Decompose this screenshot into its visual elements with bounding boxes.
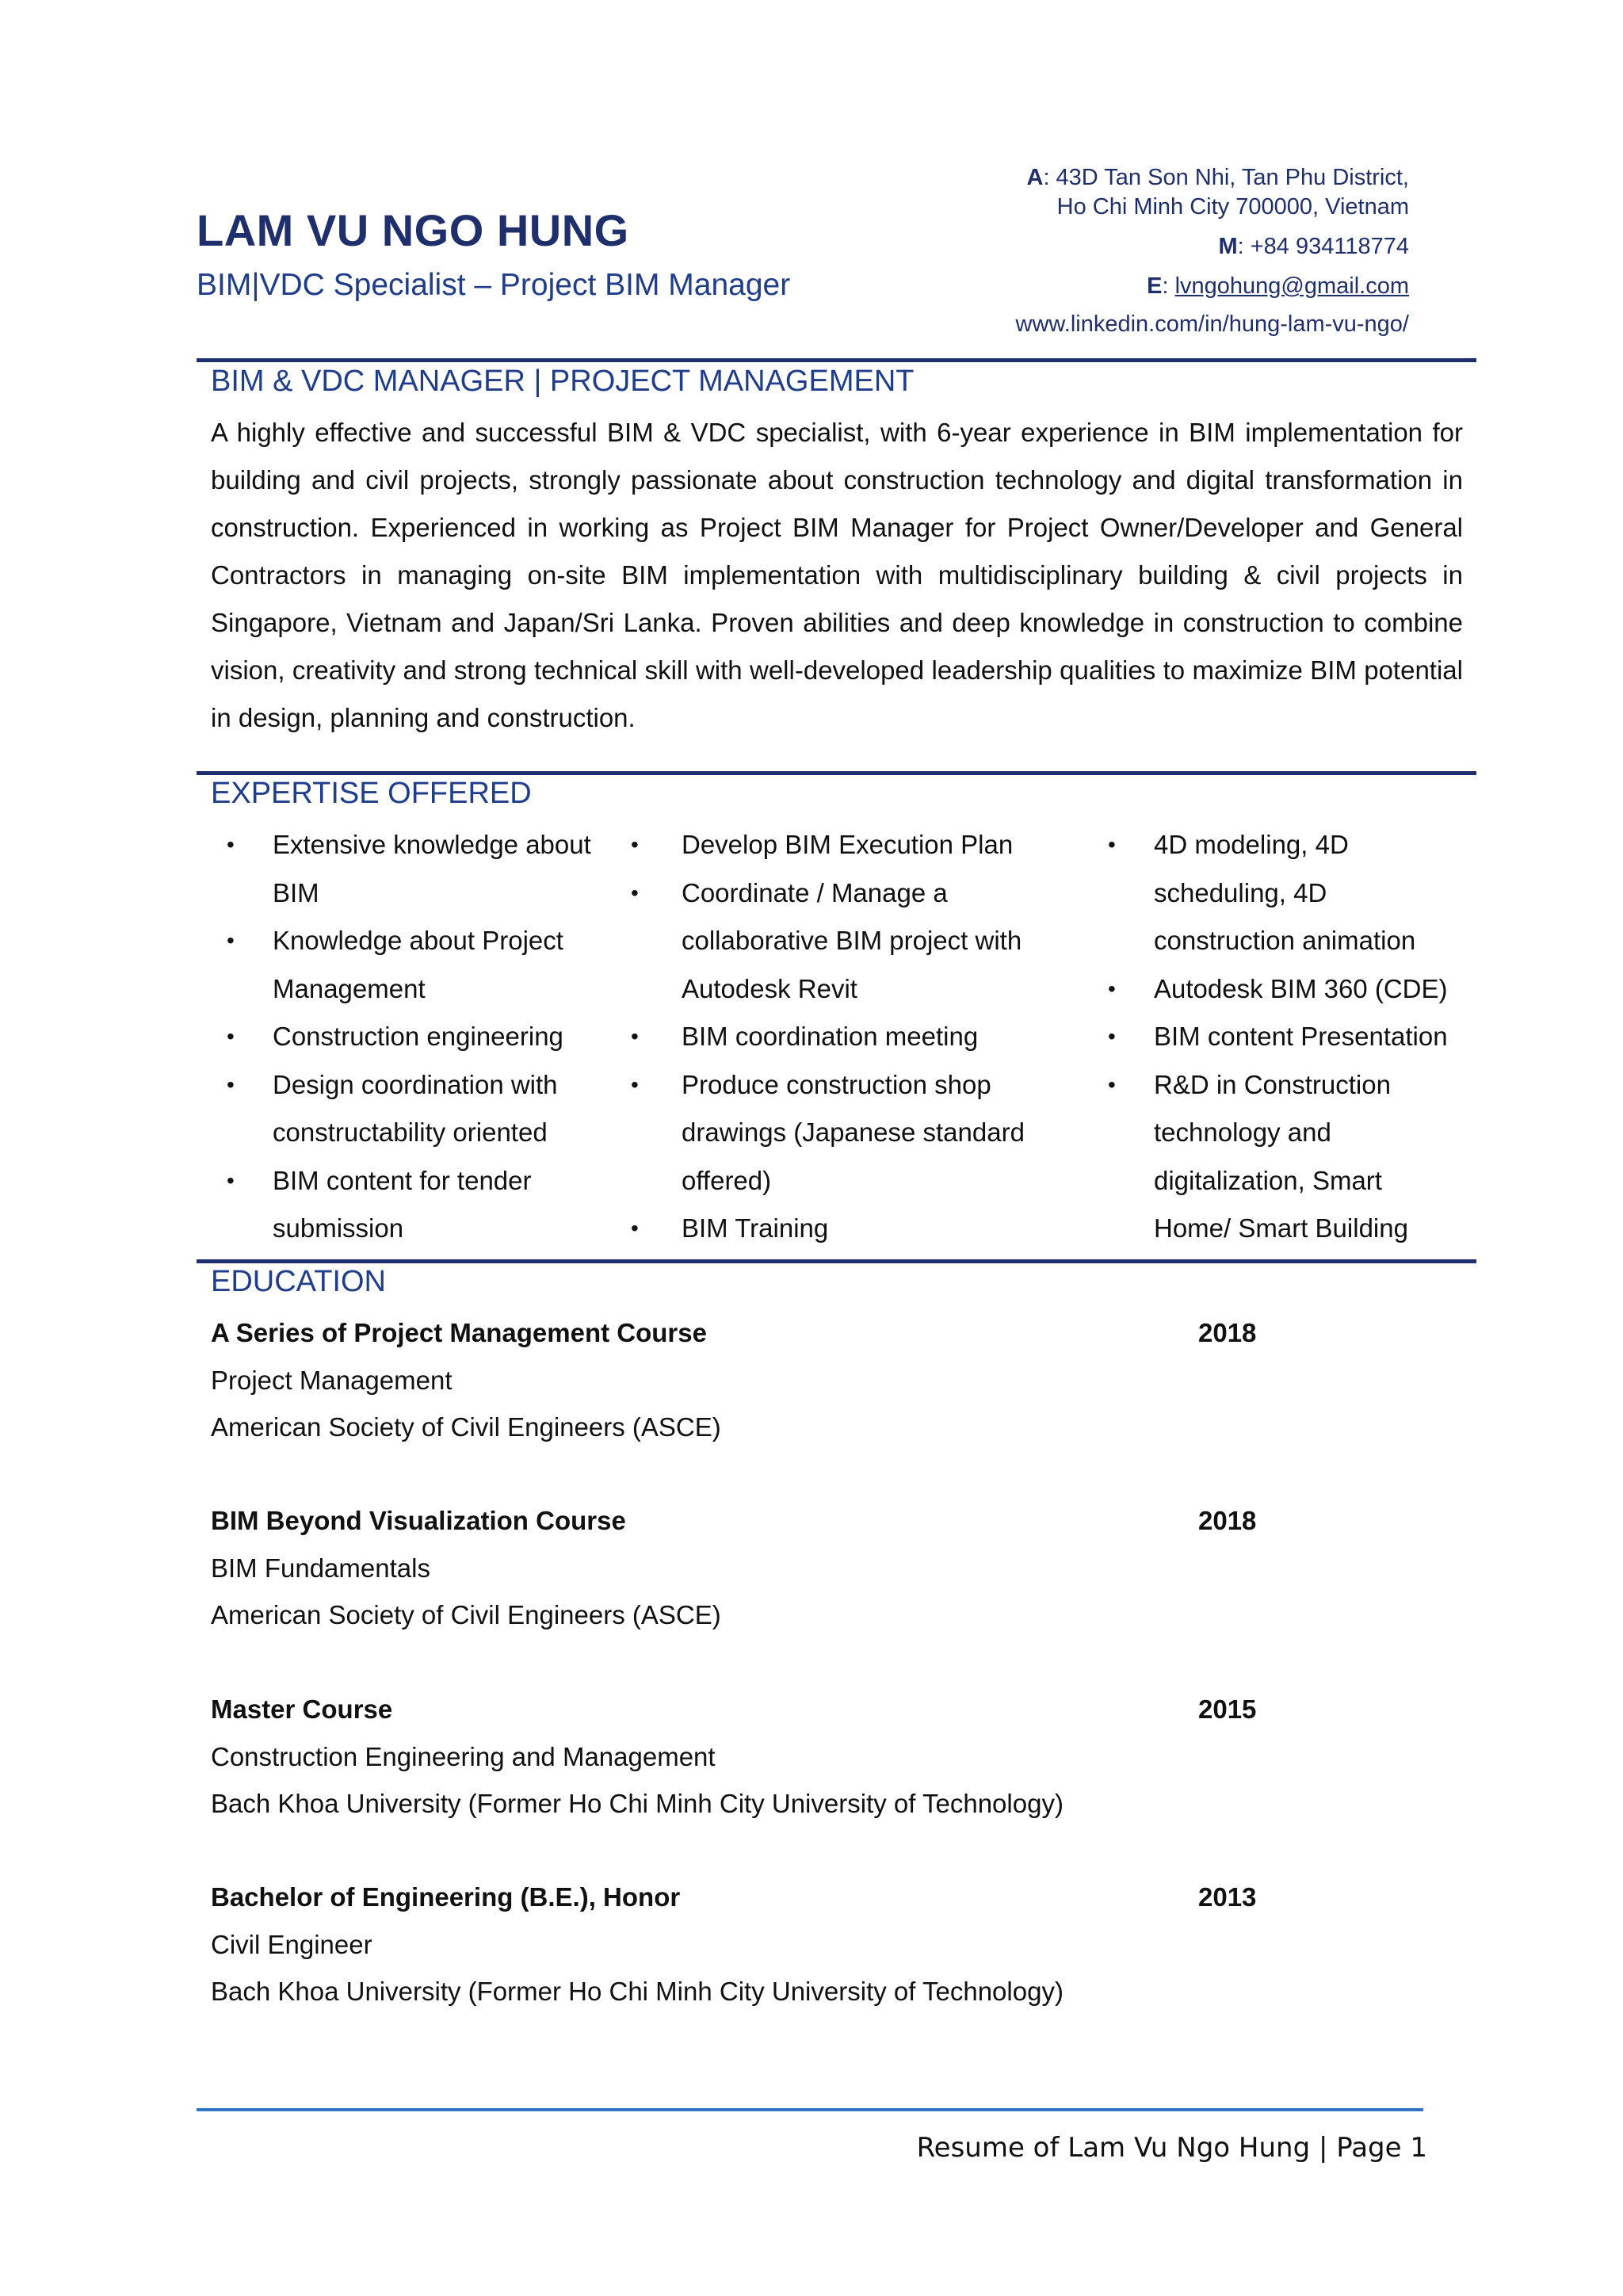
degree-title: Bachelor of Engineering (B.E.), Honor xyxy=(211,1882,681,1912)
expertise-item xyxy=(227,1013,621,1061)
degree-field: BIM Fundamentals xyxy=(211,1553,430,1583)
degree-school: American Society of Civil Engineers (ASCE) xyxy=(211,1600,721,1629)
bullet-icon: • xyxy=(1108,976,1116,1001)
expertise-item xyxy=(631,869,1062,1014)
degree-field: Project Management xyxy=(211,1365,453,1395)
bullet-icon: • xyxy=(227,832,235,857)
expertise-item xyxy=(1108,821,1487,965)
expertise-item-line: R&D in Construction xyxy=(1154,1069,1391,1099)
email-link[interactable]: lvngohung@gmail.com xyxy=(1174,273,1409,299)
expertise-item-line: Extensive knowledge about xyxy=(273,830,591,859)
expertise-item-line: BIM coordination meeting xyxy=(682,1022,979,1051)
bullet-icon: • xyxy=(227,1072,235,1097)
degree-title: BIM Beyond Visualization Course xyxy=(211,1506,626,1535)
linkedin-link[interactable]: www.linkedin.com/in/hung-lam-vu-ngo/ xyxy=(1015,311,1409,337)
expertise-item-line: 4D modeling, 4D xyxy=(1154,830,1349,859)
expertise-item-line: collaborative BIM project with xyxy=(682,926,1022,955)
bullet-icon: • xyxy=(631,1216,639,1240)
expertise-item xyxy=(227,821,621,917)
footer-separator: | xyxy=(1318,2132,1328,2164)
section-divider xyxy=(197,1259,1476,1263)
degree-title: Master Course xyxy=(211,1694,393,1724)
footer-text: Resume of Lam Vu Ngo Hung xyxy=(916,2132,1311,2164)
expertise-item xyxy=(1108,1013,1487,1061)
page-footer xyxy=(917,2132,1427,2164)
degree-school: Bach Khoa University (Former Ho Chi Minh City University of Technology) xyxy=(211,1789,1064,1818)
expertise-item xyxy=(1108,965,1487,1014)
expertise-item-line: Construction engineering xyxy=(273,1022,563,1051)
expertise-item-line: constructability oriented xyxy=(273,1117,548,1147)
education-heading: EDUCATION xyxy=(211,1265,386,1298)
mobile-label: M xyxy=(1218,234,1238,259)
bullet-icon: • xyxy=(631,1024,639,1049)
degree-field: Civil Engineer xyxy=(211,1929,372,1959)
email-line xyxy=(1147,273,1409,300)
expertise-column-2 xyxy=(631,821,1062,1253)
expertise-column-1 xyxy=(227,821,621,1253)
expertise-item-line: construction animation xyxy=(1154,926,1416,955)
section-divider xyxy=(197,771,1476,775)
address-line-1 xyxy=(1026,165,1409,191)
address-line-2: Ho Chi Minh City 700000, Vietnam xyxy=(1056,194,1409,220)
bullet-icon: • xyxy=(1108,1072,1116,1097)
expertise-item-line: Coordinate / Manage a xyxy=(682,877,948,907)
expertise-item-line: submission xyxy=(273,1213,404,1243)
expertise-item xyxy=(227,1061,621,1157)
expertise-heading: EXPERTISE OFFERED xyxy=(211,777,532,810)
degree-field: Construction Engineering and Management xyxy=(211,1741,716,1771)
footer-divider xyxy=(197,2108,1423,2111)
address-label: A xyxy=(1026,165,1044,190)
expertise-item xyxy=(631,1205,1062,1253)
bullet-icon: • xyxy=(631,880,639,905)
address-text: : 43D Tan Son Nhi, Tan Phu District, xyxy=(1043,165,1409,190)
summary-text: A highly effective and successful BIM & VDC specialist, with 6-year experience in BIM implementation for building and civil projects, strongly passionate about construction technology and digital transformation in construction. Experienced in working as Project BIM Manager for Project Owner/Developer and General Contractors in managing on-site BIM implementation with multidisciplinary building & civil projects in Singapore, Vietnam and Japan/Sri Lanka. Proven abilities and deep knowledge in construction to combine vision, creativity and strong technical skill with well-developed leadership qualities to maximize BIM potential in design, planning and construction. xyxy=(211,418,1463,732)
bullet-icon: • xyxy=(631,832,639,857)
expertise-item-line: BIM content Presentation xyxy=(1154,1022,1448,1051)
summary-paragraph xyxy=(211,409,1463,742)
bullet-icon: • xyxy=(631,1072,639,1097)
degree-year: 2018 xyxy=(1198,1318,1257,1347)
expertise-item-line: Produce construction shop xyxy=(682,1069,991,1099)
expertise-item-line: Autodesk BIM 360 (CDE) xyxy=(1154,973,1448,1003)
degree-year: 2018 xyxy=(1198,1506,1257,1535)
expertise-item-line: BIM xyxy=(273,877,319,907)
candidate-title: BIM|VDC Specialist – Project BIM Manager xyxy=(197,268,791,302)
expertise-item-line: Autodesk Revit xyxy=(682,973,857,1003)
expertise-item-line: BIM content for tender xyxy=(273,1165,532,1195)
expertise-item-line: digitalization, Smart xyxy=(1154,1165,1382,1195)
bullet-icon: • xyxy=(227,928,235,953)
expertise-item-line: offered) xyxy=(682,1165,772,1195)
expertise-item-line: scheduling, 4D xyxy=(1154,877,1327,907)
degree-year: 2013 xyxy=(1198,1882,1257,1912)
expertise-column-3 xyxy=(1108,821,1487,1253)
expertise-item-line: Management xyxy=(273,973,426,1003)
degree-school: Bach Khoa University (Former Ho Chi Minh City University of Technology) xyxy=(211,1977,1064,2006)
bullet-icon: • xyxy=(1108,1024,1116,1049)
degree-school: American Society of Civil Engineers (ASCE) xyxy=(211,1412,721,1442)
email-label: E xyxy=(1147,273,1163,299)
mobile-line xyxy=(1218,234,1409,260)
expertise-item-line: Knowledge about Project xyxy=(273,926,563,955)
expertise-item xyxy=(631,1061,1062,1205)
expertise-item-line: drawings (Japanese standard xyxy=(682,1117,1025,1147)
expertise-item-line: Home/ Smart Building xyxy=(1154,1213,1408,1243)
expertise-item xyxy=(1108,1061,1487,1253)
page-number: Page 1 xyxy=(1336,2132,1427,2164)
bullet-icon: • xyxy=(1108,832,1116,857)
summary-heading: BIM & VDC MANAGER | PROJECT MANAGEMENT xyxy=(211,365,915,398)
degree-year: 2015 xyxy=(1198,1694,1257,1724)
expertise-item xyxy=(227,917,621,1013)
expertise-item xyxy=(631,1013,1062,1061)
candidate-name: LAM VU NGO HUNG xyxy=(197,205,629,255)
bullet-icon: • xyxy=(227,1024,235,1049)
section-divider xyxy=(197,358,1476,362)
expertise-item-line: technology and xyxy=(1154,1117,1331,1147)
expertise-item-line: BIM Training xyxy=(682,1213,829,1243)
expertise-item xyxy=(227,1157,621,1253)
expertise-item-line: Design coordination with xyxy=(273,1069,558,1099)
expertise-item-line: Develop BIM Execution Plan xyxy=(682,830,1014,859)
degree-title: A Series of Project Management Course xyxy=(211,1318,707,1347)
mobile-number: : +84 934118774 xyxy=(1237,234,1409,259)
bullet-icon: • xyxy=(227,1167,235,1193)
email-separator: : xyxy=(1162,273,1175,299)
expertise-item xyxy=(631,821,1062,869)
